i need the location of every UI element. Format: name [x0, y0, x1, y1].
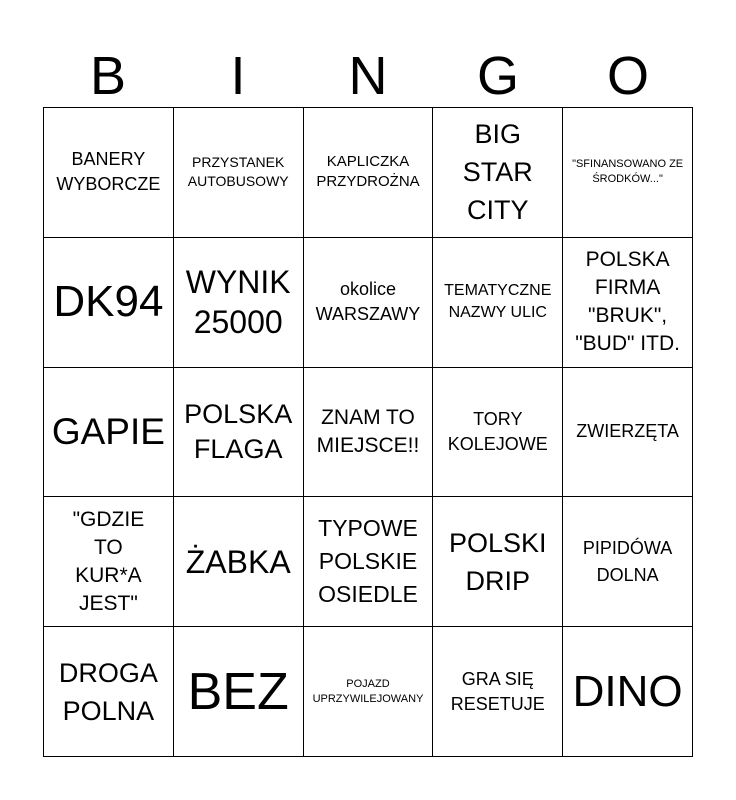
cell-label: ZNAM TO MIEJSCE!!	[316, 405, 420, 457]
bingo-cell[interactable]	[174, 108, 304, 238]
bingo-cell[interactable]	[563, 627, 693, 757]
bingo-cell[interactable]	[433, 108, 563, 238]
header-letter-g: G	[476, 46, 519, 106]
bingo-cell[interactable]	[174, 627, 304, 757]
cell-label: TEMATYCZNE NAZWY ULIC	[444, 282, 552, 322]
cell-label: "SFINANSOWANO ZE ŚRODKÓW..."	[572, 158, 684, 186]
bingo-cell[interactable]	[44, 108, 174, 238]
cell-label: TORY KOLEJOWE	[447, 408, 548, 454]
bingo-cell[interactable]	[44, 368, 174, 498]
cell-label: GRA SIĘ RESETUJE	[450, 668, 545, 714]
cell-label: "GDZIE TO KUR*A JEST"	[72, 507, 145, 615]
bingo-cell[interactable]	[174, 497, 304, 627]
cell-label: DROGA POLNA	[58, 657, 158, 726]
header-letter-o: O	[606, 46, 649, 106]
bingo-cell[interactable]	[44, 497, 174, 627]
cell-label: KAPLICZKA PRZYDROŻNA	[316, 153, 420, 191]
bingo-cell[interactable]	[433, 238, 563, 368]
header-letter-n: N	[348, 46, 388, 106]
cell-label: BEZ	[187, 662, 289, 721]
bingo-cell[interactable]	[44, 627, 174, 757]
bingo-cell[interactable]	[563, 497, 693, 627]
bingo-cell[interactable]	[304, 108, 434, 238]
cell-label: POLSKA FLAGA	[184, 398, 293, 464]
cell-label: POLSKI DRIP	[449, 527, 547, 596]
header-letter-i: I	[230, 46, 246, 106]
bingo-header	[43, 44, 693, 108]
cell-label: WYNIK 25000	[185, 264, 291, 341]
bingo-cell[interactable]	[433, 497, 563, 627]
bingo-board	[43, 107, 693, 757]
cell-label: BIG STAR CITY	[462, 119, 533, 226]
cell-label: POJAZD UPRZYWILEJOWANY	[312, 677, 424, 705]
cell-label: BANERY WYBORCZE	[56, 149, 161, 195]
bingo-cell[interactable]	[304, 368, 434, 498]
bingo-cell[interactable]	[304, 497, 434, 627]
cell-label: ŻABKA	[185, 543, 291, 580]
bingo-cell[interactable]	[304, 238, 434, 368]
header-letter-b: B	[89, 46, 127, 106]
bingo-cell[interactable]	[563, 238, 693, 368]
bingo-cell[interactable]	[174, 368, 304, 498]
cell-label: okolice WARSZAWY	[315, 279, 421, 325]
cell-label: DINO	[572, 666, 683, 716]
cell-label: ZWIERZĘTA	[576, 421, 679, 442]
bingo-cell[interactable]	[304, 627, 434, 757]
bingo-cell[interactable]	[433, 627, 563, 757]
cell-label: POLSKA FIRMA "BRUK", "BUD" ITD.	[575, 248, 680, 356]
bingo-cell[interactable]	[174, 238, 304, 368]
bingo-cell[interactable]	[433, 368, 563, 498]
cell-label: DK94	[53, 277, 164, 327]
cell-label: GAPIE	[51, 410, 165, 452]
cell-label: PIPIDÓWA DOLNA	[582, 537, 673, 585]
cell-label: TYPOWE POLSKIE OSIEDLE	[318, 515, 418, 608]
cell-label: PRZYSTANEK AUTOBUSOWY	[187, 154, 289, 190]
bingo-cell[interactable]	[44, 238, 174, 368]
bingo-cell[interactable]	[563, 108, 693, 238]
bingo-cell[interactable]	[563, 368, 693, 498]
